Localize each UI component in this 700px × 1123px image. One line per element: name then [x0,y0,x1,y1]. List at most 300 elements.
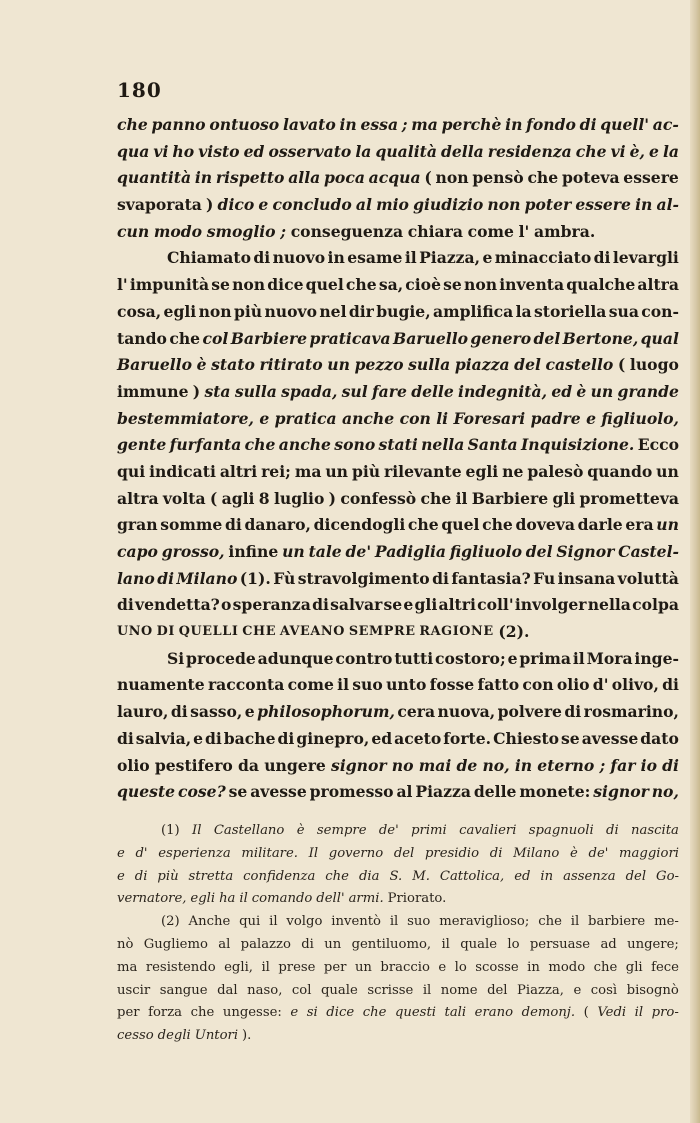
word: più [233,301,263,321]
word: tutti [394,648,434,668]
word: del [514,355,541,375]
word: e [244,702,255,722]
word: SEMPRE [348,624,416,640]
text-line [117,646,679,673]
word: RAGIONE [419,624,494,640]
word: cesso [117,1028,154,1044]
word: rilevante [384,461,462,481]
word: un [590,381,614,401]
word: prima [519,648,571,668]
word: ) [328,488,337,508]
word: di [204,728,222,748]
word: sul [341,381,368,401]
word: egli [465,461,499,481]
word: in [327,248,345,268]
word: immune [117,381,189,401]
word: nel [319,301,347,321]
word: pensò [472,168,524,188]
word: il [441,936,450,952]
word: demonj. [521,1005,576,1021]
word: nò [117,936,134,952]
word: costoro; [435,648,506,668]
word: 8 [258,488,270,508]
word: perchè [441,115,502,134]
word: poca [324,168,365,188]
word: e [117,845,125,861]
word: più [351,461,381,481]
footnote-line [117,888,679,911]
word: fece [651,959,679,975]
word: (1). [239,568,271,588]
word: bestemmiatore, [117,408,254,428]
word: smoglio [206,221,276,241]
footnote-line [117,820,679,843]
word: far [610,755,636,775]
word: naso, [247,982,283,998]
word: che [527,168,559,188]
word: braccio [380,959,430,975]
word: prese [278,959,316,975]
word: non [198,301,232,321]
word: lo [454,959,467,975]
word: gli [552,488,576,508]
word: ha [219,891,236,907]
word: delle [411,381,454,401]
word: spada, [281,381,338,401]
word: tando [117,328,167,348]
word: ritirato [259,355,323,375]
word: (1) [161,823,180,838]
word: vi [153,141,169,161]
word: castello [545,355,614,375]
word: signor [593,782,649,802]
word: tale [308,542,342,561]
word: di [117,728,134,748]
word: ma [117,959,138,975]
text-line [117,672,679,699]
word: Milano [513,845,560,861]
word: somme [160,515,223,535]
word: Baruello [393,328,469,348]
word: cosa, [117,301,162,321]
word: sono [334,435,376,455]
word: di [593,248,611,268]
word: che [244,435,276,455]
word: con- [641,301,679,321]
word: ne [502,461,524,481]
word: indegnità, [458,381,548,401]
word: di [579,115,597,134]
word: no, [482,755,510,775]
word: Padiglia [374,542,447,561]
word: involger [514,595,587,615]
word: o [221,595,232,615]
word: inventa [499,275,565,295]
word: amplifica [432,301,514,321]
word: alla [288,168,321,188]
word: dir [348,301,374,321]
word: queste [117,782,176,802]
word: acqua [368,168,421,188]
word: così [590,982,618,998]
word: dico [217,195,255,215]
word: di [489,845,503,861]
word: nella [421,435,465,455]
word: è [570,845,578,861]
word: egli [190,891,216,907]
word: ( [209,488,218,508]
word: Cattolica, [439,868,505,884]
word: panno [151,115,206,134]
text-line [117,592,679,619]
word: gli [414,595,438,615]
text-line [117,112,679,139]
footnote-line [117,866,679,889]
word: cose? [177,782,226,802]
word: sta [204,381,231,401]
word: col [202,328,229,348]
word: d' [592,675,609,695]
word: governo [328,845,384,861]
word: giudizio [413,195,484,215]
word: ungesse: [222,1005,282,1021]
footnote-line [117,934,679,957]
footnote-line [117,843,679,866]
word: cera [397,702,436,722]
word: sulla [234,381,277,401]
word: del [393,845,415,861]
word: essa [360,115,399,134]
word: mio [376,195,409,215]
word: Foresari [453,408,526,428]
word: anche [278,435,331,455]
word: olio [556,675,590,695]
word: spagnuoli [528,823,594,838]
word: meraviglioso; [439,914,530,930]
word: Anche [188,914,231,930]
word: resistendo [145,959,216,975]
word: Il [308,845,319,861]
page-edge-shadow [690,0,700,1123]
word: altra [637,275,679,295]
word: gentiluomo, [351,936,432,952]
word: Il [192,823,202,838]
word: ungere [264,755,326,775]
word: fosse [429,675,475,695]
word: del [487,982,508,998]
word: al [355,195,372,215]
word: forza [148,1005,183,1021]
word: e [117,868,125,884]
word: M. [412,868,430,884]
word: è [196,355,207,375]
word: come [467,221,514,241]
word: dice [267,275,304,295]
word: dicendogli [313,515,406,535]
word: sua [608,301,639,321]
word: ed [551,381,573,401]
word: Gugliemo [143,936,208,952]
word: il [404,248,417,268]
word: della [440,141,484,161]
word: di [157,568,175,588]
word: quantità [117,168,192,188]
word: bisognò [626,982,679,998]
word: palesò [527,461,584,481]
word: erano [474,1005,514,1021]
word: padre [530,408,581,428]
word: inventò [331,914,381,930]
word: Mora [586,648,633,668]
word: e [290,1005,299,1021]
word: persuase [529,936,591,952]
word: e [482,248,493,268]
word: impunità [129,275,210,295]
word: di [564,702,582,722]
text-line [117,566,679,593]
word: la [662,141,679,161]
word: il [455,488,468,508]
word: Priorato. [387,891,447,907]
word: praticava [309,328,391,348]
word: ) [206,195,214,215]
text-line [117,459,679,486]
word: vi [610,141,626,161]
word: altri [438,595,476,615]
word: fantasia? [451,568,531,588]
word: comando [251,891,313,907]
word: e [507,648,518,668]
word: sasso, [190,702,243,722]
word: volgo [286,914,323,930]
word: qualche [566,275,636,295]
word: in [514,755,533,775]
word: pezzo [354,355,404,375]
word: Bertone, [562,328,639,348]
word: svaporata [117,195,202,215]
word: il [422,982,432,998]
word: lauro, [117,702,169,722]
word: al [218,936,231,952]
word: Barbiere [471,488,549,508]
word: prometteva [579,488,679,508]
word: de' [378,823,399,838]
word: Chiamato [167,248,251,268]
word: li [436,408,449,428]
word: e [573,982,582,998]
text-line [117,486,679,513]
word: con [399,408,431,428]
word: doveva [515,515,575,535]
word: olio [117,755,150,775]
word: più [157,868,179,884]
word: salvia, [135,728,192,748]
word: de [456,755,478,775]
word: CHE [242,624,277,640]
word: ontuoso [209,115,280,134]
word: qua [117,141,150,161]
word: del [525,542,553,561]
footnote-line [117,911,679,934]
word: che [117,115,148,134]
word: del [625,868,647,884]
word: io [640,755,657,775]
word: philosophorum, [257,702,395,722]
word: presidio [424,845,480,861]
word: DI [156,624,175,640]
word: in [540,868,554,884]
text-line [117,619,679,646]
word: QUELLI [178,624,239,640]
word: ginepro, [296,728,370,748]
word: che [407,515,439,535]
word: lo [507,936,520,952]
word: speranza [232,595,311,615]
word: ; [280,221,287,241]
word: Barbiere [230,328,308,348]
word: primi [411,823,447,838]
word: col [291,982,312,998]
word: quale [320,982,358,998]
word: essere [623,168,679,188]
word: stretta [188,868,234,884]
word: ) [192,381,201,401]
word: essere [575,195,631,215]
text-line [117,272,679,299]
word: è [296,823,305,838]
word: ; [599,755,606,775]
word: scrisse [367,982,414,998]
main-text [117,112,679,806]
word: Inquisizione. [520,435,635,455]
word: adunque [257,648,334,668]
word: egli, [224,959,253,975]
word: coll' [477,595,514,615]
word: nascita [631,823,679,838]
text-line [117,299,679,326]
word: Untori [194,1028,239,1044]
word: se [228,782,248,802]
word: grosso, [161,542,225,561]
text-line [117,406,679,433]
word: Castellano [213,823,285,838]
word: fondo [526,115,576,134]
word: eterno [537,755,595,775]
word: cun [117,221,150,241]
word: di [606,823,619,838]
footnote-line [117,980,679,1003]
word: nuamente [117,675,205,695]
word: indicati [149,461,216,481]
text-line [117,753,679,780]
word: maggiori [619,845,679,861]
word: poteva [561,168,620,188]
word: il [261,959,270,975]
text-line [117,245,679,272]
word: palazzo [240,936,291,952]
word: in [635,195,653,215]
word: colpa [632,595,679,615]
footnote-line [117,1002,679,1025]
word: promesso [309,782,394,802]
word: gli [625,959,643,975]
word: il [634,1005,644,1021]
word: è [576,381,587,401]
word: pro- [651,1005,679,1021]
word: minacciato [494,248,592,268]
word: suo [407,914,431,930]
footnote-line [117,1025,679,1048]
word: Piazza, [419,248,481,268]
word: polvere [497,702,562,722]
word: un [327,355,350,375]
word: un [656,515,679,535]
word: sa, [378,275,404,295]
word: di [432,568,449,588]
page-number: 180 [117,78,162,102]
word: anche [341,408,395,428]
word: quel [441,515,480,535]
word: insana [557,568,616,588]
word: questi [394,1005,436,1021]
word: di [170,702,188,722]
word: no, [651,782,679,802]
word: in [527,959,540,975]
word: di [117,595,134,615]
word: se [561,728,580,748]
word: e [193,728,204,748]
word: vernatore, [117,891,187,907]
word: da [238,755,260,775]
word: grande [617,381,679,401]
word: sangue [159,982,208,998]
word: un [282,542,305,561]
word: levargli [612,248,679,268]
word: signor [331,755,387,775]
word: non [435,168,469,188]
word: al- [656,195,679,215]
word: se [443,275,462,295]
word: nella [587,595,631,615]
text-line [117,512,679,539]
word: che [482,515,513,535]
word: gran [117,515,158,535]
word: e [438,959,447,975]
word: (2) [161,914,180,930]
word: esperienza [158,845,231,861]
word: esame [347,248,403,268]
word: delle [473,782,517,802]
word: bugie, [376,301,431,321]
word: ( [424,168,432,188]
word: ho [172,141,195,161]
word: di [662,675,679,695]
word: ed [371,728,393,748]
word: quale [460,936,498,952]
word: qual [640,328,679,348]
word: figliuolo [449,542,522,561]
text-line [117,379,679,406]
word: stato [211,355,255,375]
word: che [538,914,562,930]
word: darle [577,515,623,535]
footnote-line [117,957,679,980]
word: conseguenza [290,221,404,241]
word: osservato [268,141,352,161]
word: pratica [274,408,337,428]
word: che [169,328,201,348]
word: nuovo [264,301,318,321]
